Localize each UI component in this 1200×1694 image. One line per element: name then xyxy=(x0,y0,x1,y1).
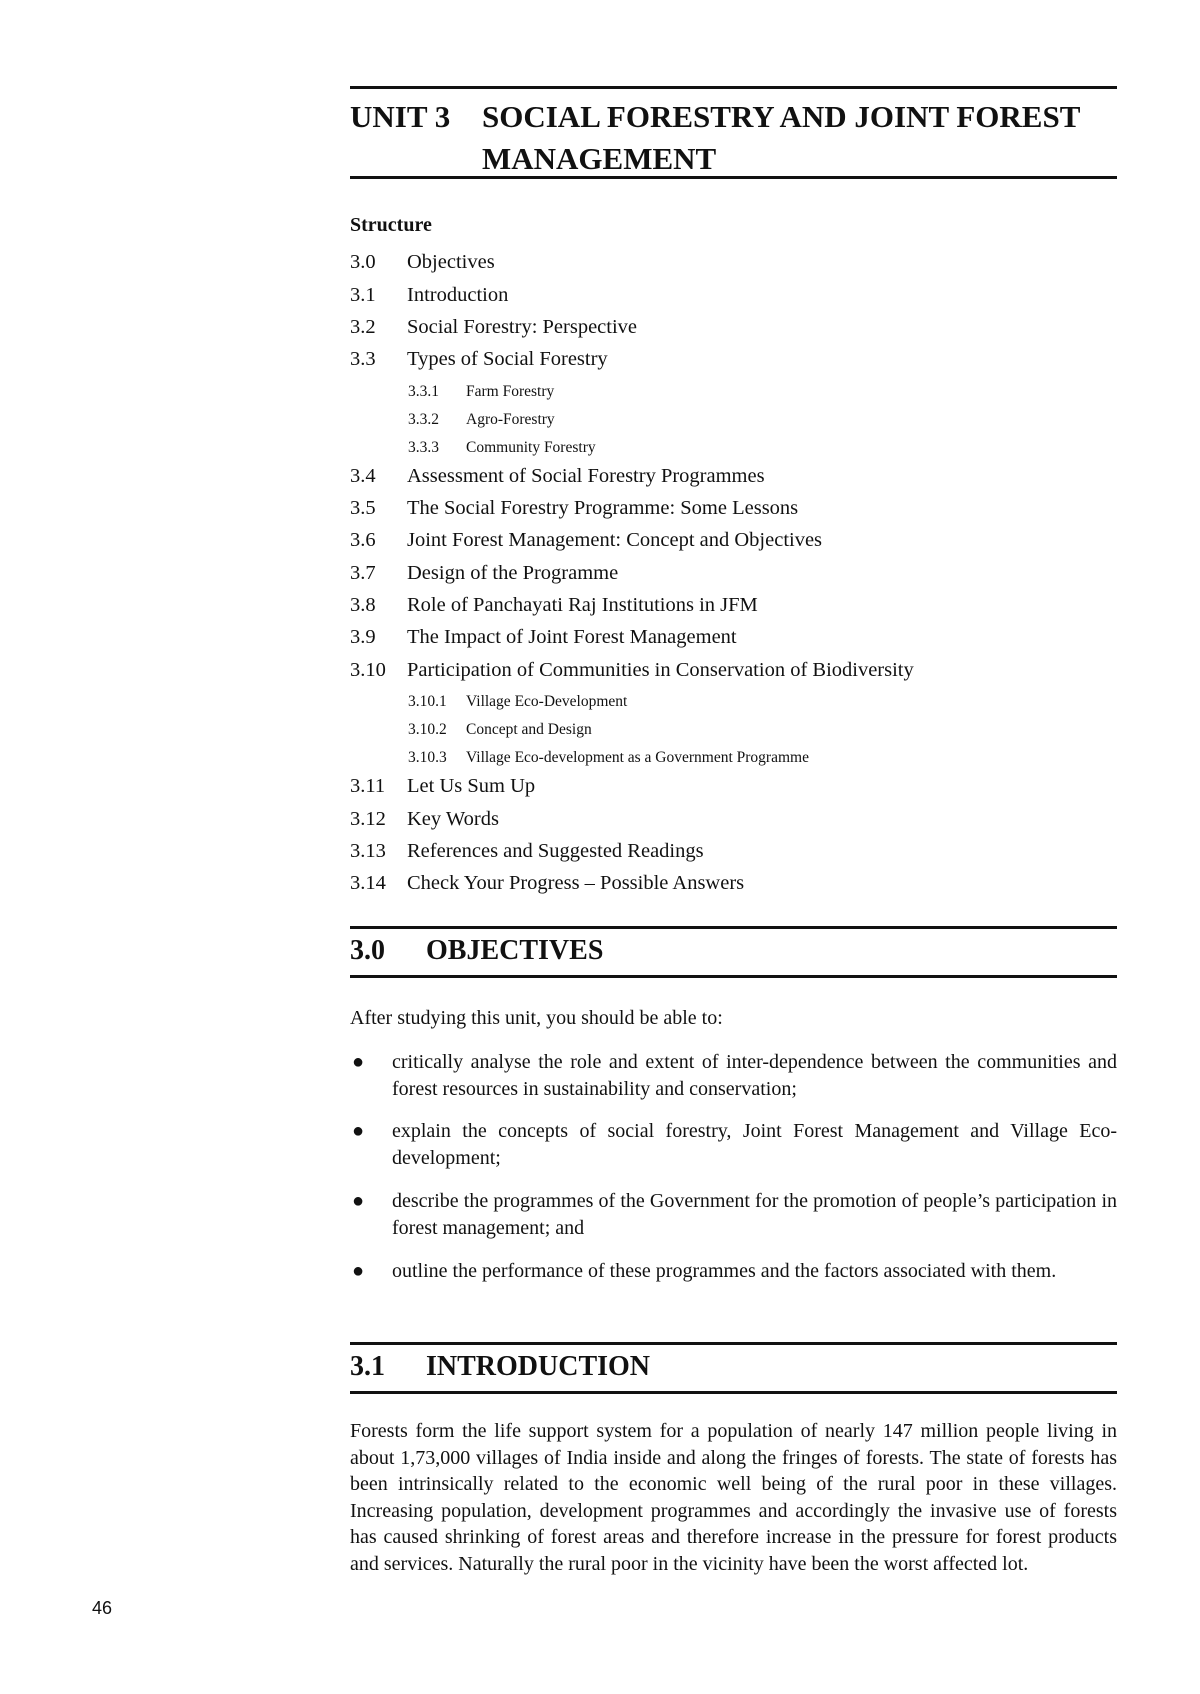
section-rule xyxy=(350,1391,1117,1394)
bullet-icon: ● xyxy=(352,1120,365,1142)
section-number: 3.1 xyxy=(350,1351,385,1382)
section-rule xyxy=(350,975,1117,978)
bullet-icon: ● xyxy=(352,1190,365,1212)
unit-title: SOCIAL FORESTRY AND JOINT FOREST MANAGEMENT xyxy=(482,99,1080,176)
introduction-paragraph: Forests form the life support system for a population of nearly 147 million people living in about 1,73,000 villages of India inside and along the fringes of forests. The state of forests has been intrinsically related to the economic well being of the rural poor in these villages. Increasing population, development programmes and accordingly the invasive use of forests has caused shrinking of forest areas and therefore increase in the pressure for forest products and services. Naturally the rural poor in the vicinity have been the worst affected lot. xyxy=(350,1420,1117,1575)
structure-label: Structure xyxy=(350,214,432,236)
top-rule xyxy=(350,86,1117,89)
unit-number: UNIT 3 xyxy=(350,99,451,134)
document-page: UNIT 3 SOCIAL FORESTRY AND JOINT FOREST MANAGEMENT Structure 3.0 Objectives 3.1 Introduction 3.2 Social Forestry: Perspective 3.3 Types of Social Forestry 3.3.1 Farm Forestry 3.3.2 Agro-Forestry 3.3.3 Community Forestry 3.4 Assessment of Social Forestry Programmes 3.5 The Social Forestry Programme: Some Lessons 3.6 Joint Forest Management: Concept and Objectives 3.7 Design of the Programme 3.8 Role of Panchayati Raj Institutions in JFM 3.9 The Impact of Joint Forest Management 3.10 Participation of Communities in Conservation of Biodiversity 3.10.1 Village Eco-Development 3.10.2 Concept and Design 3.10.3 Village Eco-development as a Government Programme 3.11 Let Us Sum Up 3.12 Key Words 3.13 References and Suggested Readings 3.14 Check Your Progress – Possible Answers 3.0 OBJECTIVES After studying this unit, you should be able to: ● critically analyse the role and extent of inter-dependence between the communities and forest resources in sustainability and conservation; ● explain the concepts of social forestry, Joint Forest Management and Village Eco-development; ● describe the programmes of the Government for the promotion of people’s participation in forest management; and ● outline the performance of these programmes and the factors associated with them. 3.1 INTRODUCTION Forests form the life support system for a population of nearly 147 million people living in about 1,73,000 villages of India inside and along the fringes of forests. The state of forests has been intrinsically related to the economic well being of the rural poor in these villages. Increasing population, development programmes and accordingly the invasive use of forests has caused shrinking of forest areas and therefore increase in the pressure for forest products and services. Naturally the rural poor in the vicinity have been the worst affected lot. 46 xyxy=(0,0,1200,1694)
section-rule xyxy=(350,1342,1117,1345)
section-title: OBJECTIVES xyxy=(426,935,604,966)
section-rule xyxy=(350,926,1117,929)
unit-heading-rule xyxy=(350,176,1117,179)
bullet-icon: ● xyxy=(352,1260,365,1282)
page-number: 46 xyxy=(92,1598,113,1618)
bullet-icon: ● xyxy=(352,1051,365,1073)
objectives-intro: After studying this unit, you should be able to: xyxy=(350,1007,723,1029)
section-number: 3.0 xyxy=(350,935,385,966)
section-title: INTRODUCTION xyxy=(426,1351,651,1382)
